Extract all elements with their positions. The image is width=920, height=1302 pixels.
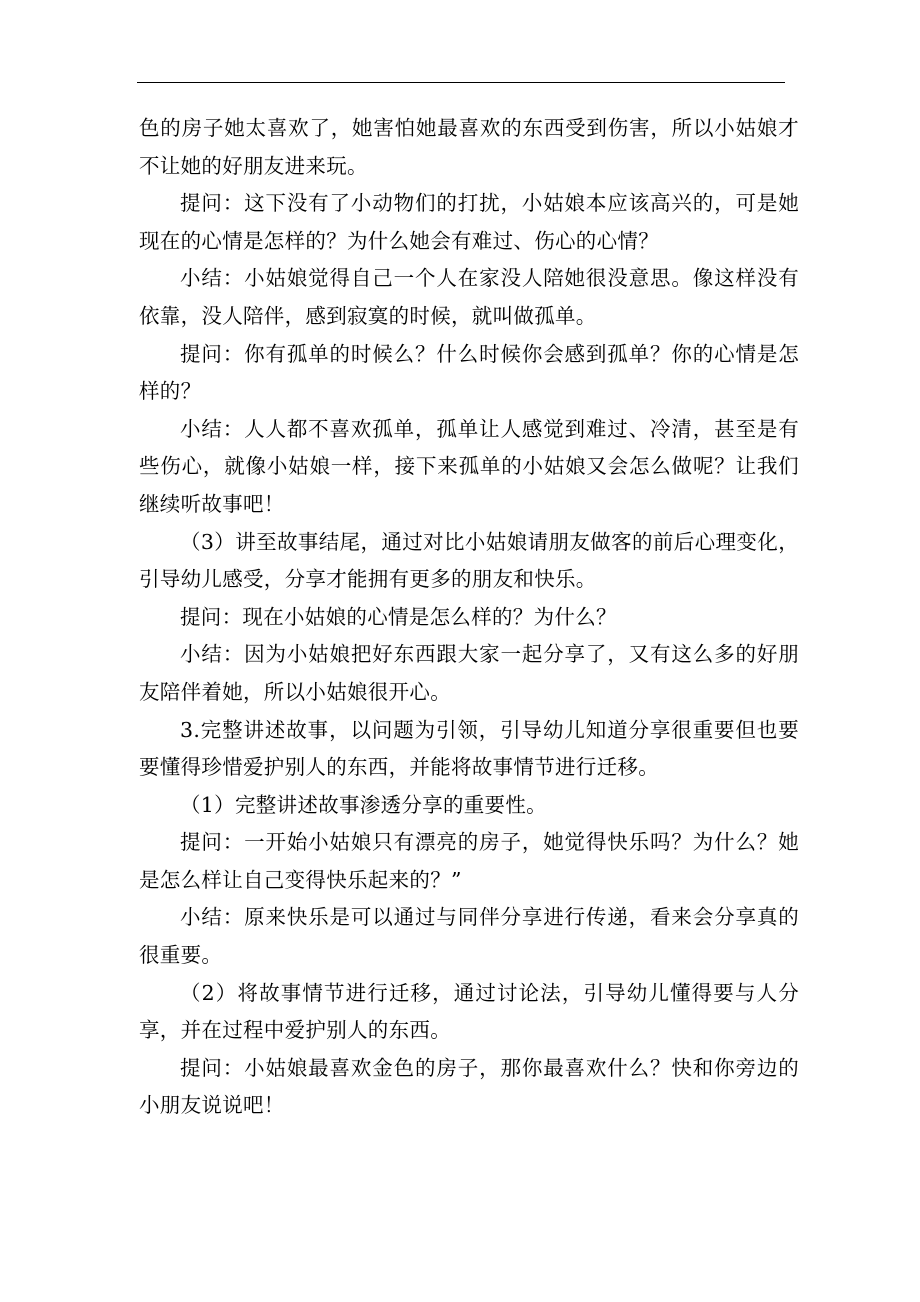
paragraph-9: 3.完整讲述故事，以问题为引领，引导幼儿知道分享很重要但也要要懂得珍惜爱护别人的东西，并能将故事情节进行迁移。 (139, 717, 799, 780)
paragraph-12: 小结：原来快乐是可以通过与同伴分享进行传递，看来会分享真的很重要。 (139, 905, 799, 968)
paragraph-3: 小结：小姑娘觉得自己一个人在家没人陪她很没意思。像这样没有依靠，没人陪伴，感到寂寞的时候，就叫做孤单。 (139, 266, 799, 328)
paragraph-10: （1）完整讲述故事渗透分享的重要性。 (180, 792, 547, 817)
paragraph-4: 提问：你有孤单的时候么？什么时候你会感到孤单？你的心情是怎样的？ (139, 341, 799, 404)
paragraph-8: 小结：因为小姑娘把好东西跟大家一起分享了，又有这么多的好朋友陪伴着她，所以小姑娘很开心。 (139, 642, 799, 704)
paragraph-5: 小结：人人都不喜欢孤单，孤单让人感觉到难过、冷清，甚至是有些伤心，就像小姑娘一样，接下来孤单的小姑娘又会怎么做呢？让我们继续听故事吧！ (139, 416, 799, 516)
paragraph-1: 色的房子她太喜欢了，她害怕她最喜欢的东西受到伤害，所以小姑娘才不让她的好朋友进来玩。 (139, 116, 799, 178)
paragraph-6: （3）讲至故事结尾，通过对比小姑娘请朋友做客的前后心理变化，引导幼儿感受，分享才能拥有更多的朋友和快乐。 (139, 529, 799, 592)
document-body (139, 110, 799, 1125)
paragraph-2: 提问：这下没有了小动物们的打扰，小姑娘本应该高兴的，可是她现在的心情是怎样的？为什么她会有难过、伤心的心情？ (139, 191, 799, 253)
header-rule (137, 82, 785, 83)
paragraph-11: 提问：一开始小姑娘只有漂亮的房子，她觉得快乐吗？为什么？她是怎么样让自己变得快乐起来的？” (139, 830, 799, 892)
paragraph-7: 提问：现在小姑娘的心情是怎么样的？为什么？ (180, 604, 617, 629)
paragraph-13: （2）将故事情节进行迁移，通过讨论法，引导幼儿懂得要与人分享，并在过程中爱护别人的东西。 (139, 980, 799, 1043)
paragraph-14: 提问：小姑娘最喜欢金色的房子，那你最喜欢什么？快和你旁边的小朋友说说吧！ (139, 1055, 799, 1118)
